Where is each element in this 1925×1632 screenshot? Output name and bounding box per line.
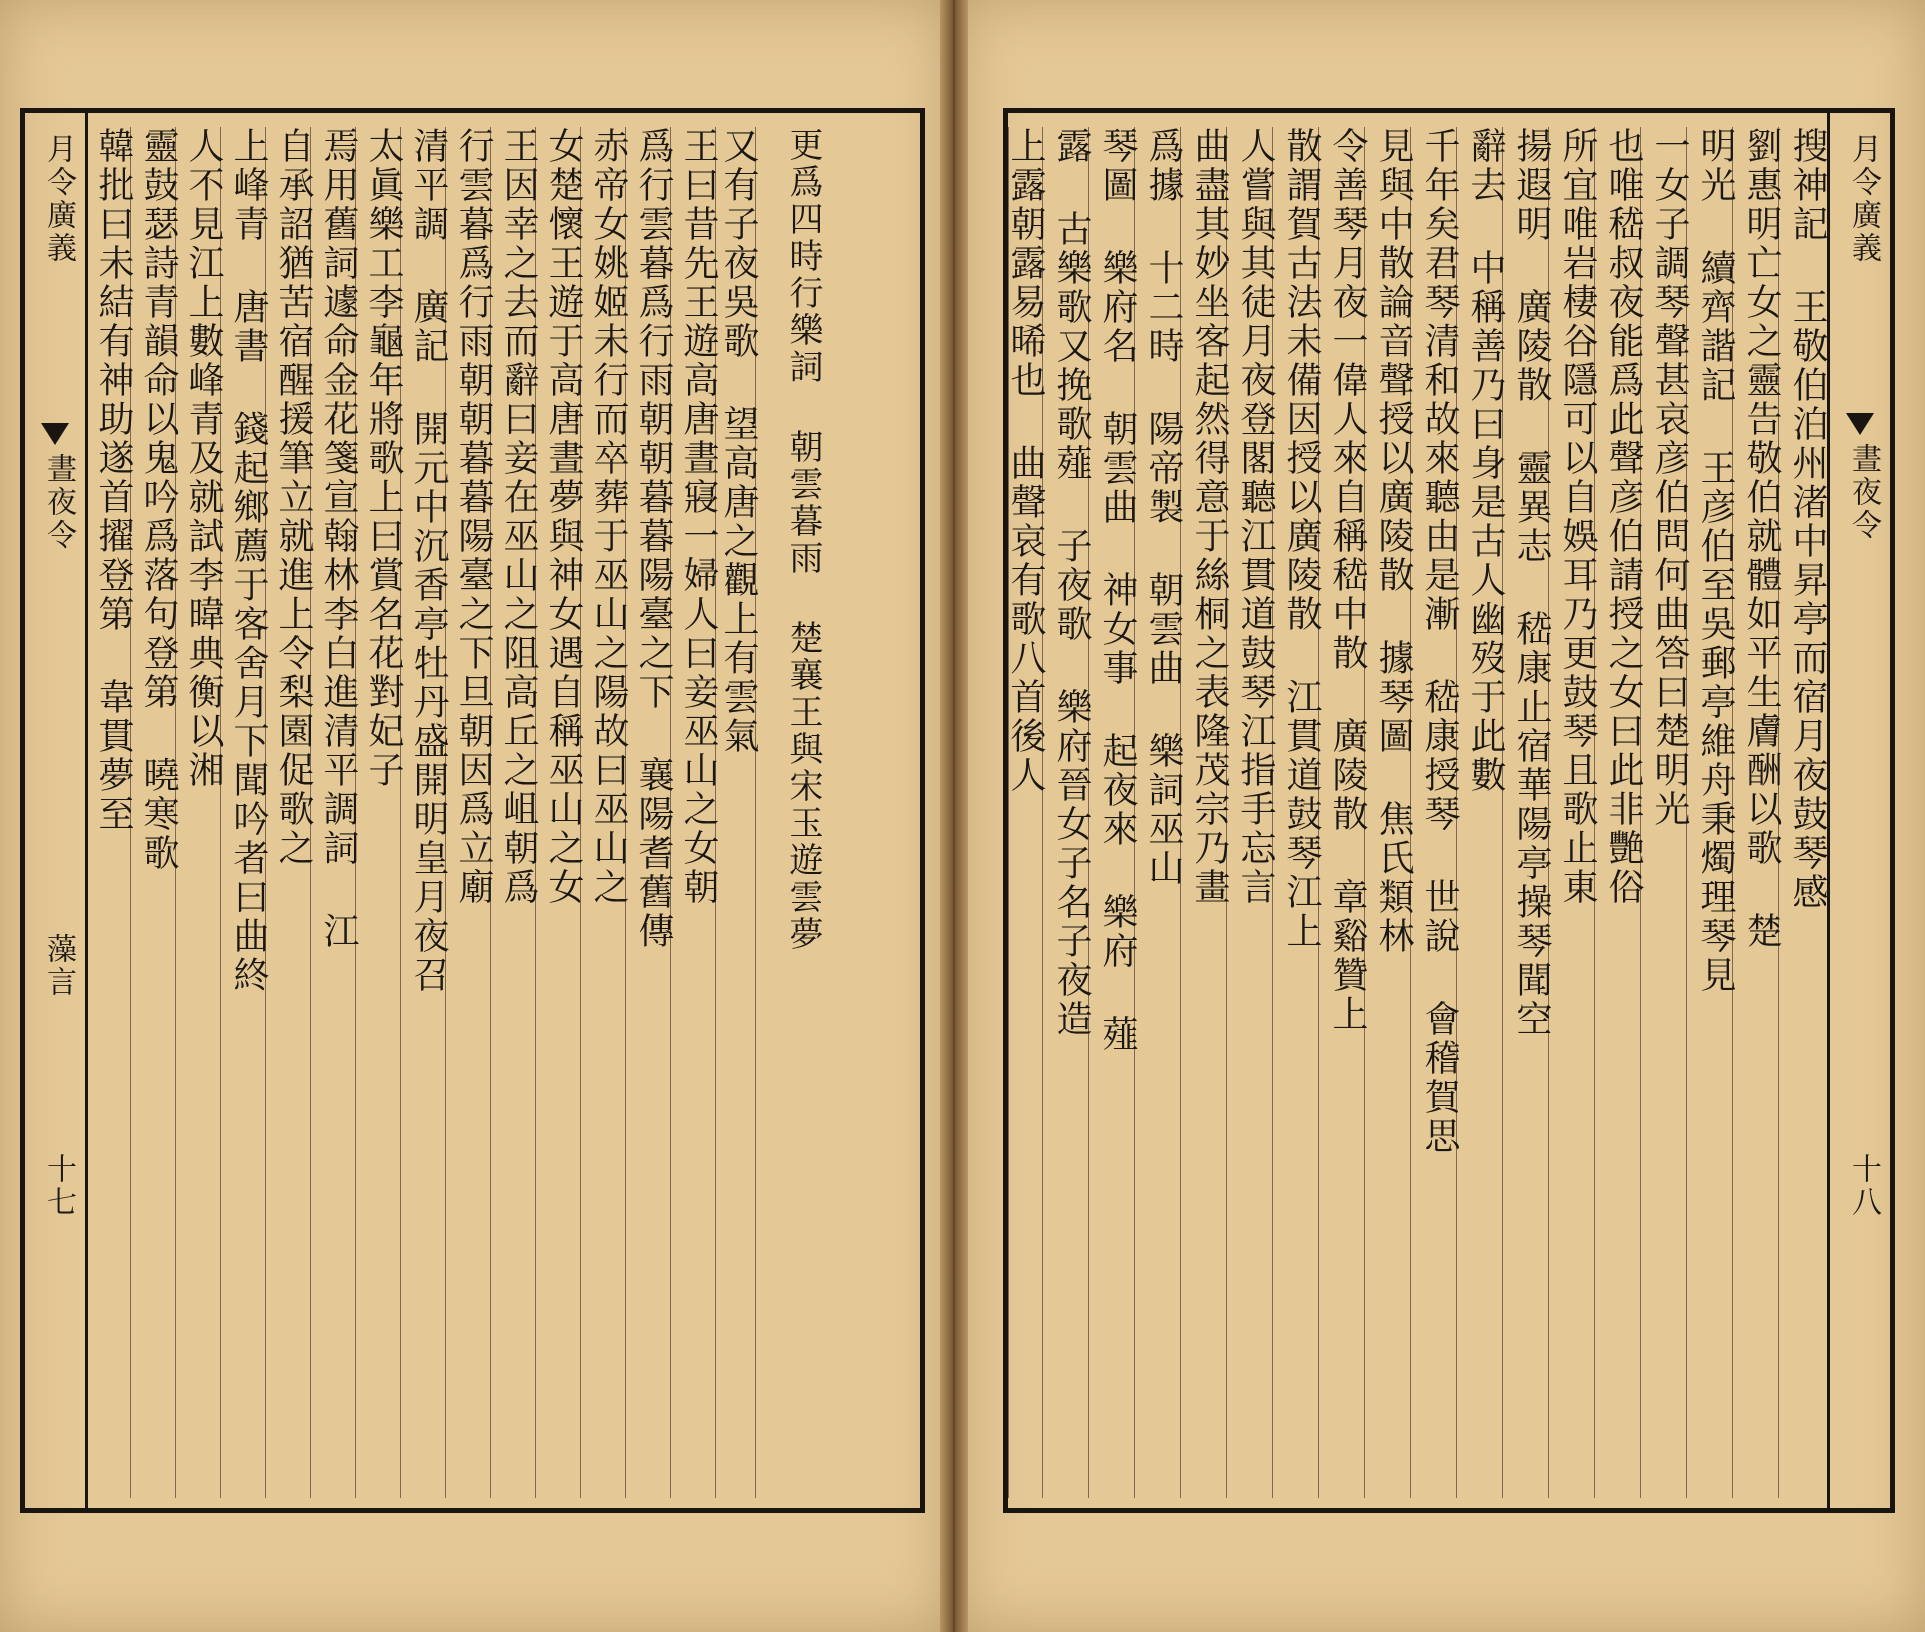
book-gutter	[940, 0, 968, 1632]
text-column: 上露朝露易晞也 曲聲哀有歌八首後人	[1008, 127, 1043, 1498]
text-column: 焉用舊詞遽命金花箋宣翰林李白進清平調詞 江	[310, 127, 356, 1498]
text-column: 人不見江上數峰青及就試李暐典衡以湘	[175, 127, 221, 1498]
text-column: 自承詔猶苦宿醒援筆立就進上令梨園促歌之	[265, 127, 311, 1498]
banxin-folio: 十七	[41, 1153, 76, 1219]
text-column: 曲盡其妙坐客起然得意于絲桐之表隆茂宗乃畫	[1180, 127, 1227, 1498]
fish-tail-mark-icon	[1846, 413, 1874, 435]
text-column: 千年矣君琴清和故來聽由是漸 嵇康授琴 世說 會稽賀思	[1410, 127, 1457, 1498]
text-column: 爲據 十二時 陽帝製 朝雲曲 樂詞巫山	[1134, 127, 1181, 1498]
text-column: 靈鼓瑟詩青韻命以鬼吟爲落句登第 曉寒歌	[130, 127, 176, 1498]
text-column: 又有子夜吳歌 望高唐之觀上有雲氣	[715, 127, 756, 1498]
text-column: 王因幸之去而辭曰妾在巫山之阻高丘之岨朝爲	[490, 127, 536, 1498]
text-column: 見與中散論音聲授以廣陵散 據琴圖 焦氏類林	[1364, 127, 1411, 1498]
text-column: 行雲暮爲行雨朝朝暮暮陽臺之下旦朝因爲立廟	[445, 127, 491, 1498]
text-column: 辭去 中稱善乃曰身是古人幽歿于此數	[1456, 127, 1503, 1498]
text-column: 散謂賀古法未備因授以廣陵散 江貫道鼓琴江上	[1272, 127, 1319, 1498]
text-column: 女楚懷王遊于高唐晝夢與神女遇自稱巫山之女	[535, 127, 581, 1498]
text-column: 也唯嵇叔夜能爲此聲彦伯請授之女曰此非艷俗	[1594, 127, 1641, 1498]
banxin-book-title: 月令廣義	[1846, 133, 1881, 265]
banxin-chapter: 晝夜令	[1846, 443, 1881, 542]
text-column: 爲行雲暮爲行雨朝朝暮暮陽臺之下 襄陽耆舊傳	[625, 127, 671, 1498]
banxin-book-title: 月令廣義	[41, 133, 76, 265]
text-column: 人嘗與其徒月夜登閣聽江貫道鼓琴江指手忘言	[1226, 127, 1273, 1498]
banxin-category: 藻言	[41, 933, 76, 999]
text-column: 韓批曰未結有神助遂首擢登第 韋貫夢至	[87, 127, 131, 1498]
left-text-frame	[20, 108, 925, 1513]
text-column: 揚遐明 廣陵散 靈異志 嵇康止宿華陽亭操琴聞空	[1502, 127, 1549, 1498]
text-column: 搜神記 王敬伯泊州渚中昇亭而宿月夜鼓琴感	[1778, 127, 1825, 1498]
right-text-frame	[1003, 108, 1895, 1513]
text-column: 更爲四時行樂詞 朝雲暮雨 楚襄王與宋玉遊雲夢	[755, 127, 820, 1498]
text-column: 一女子調琴聲甚哀彦伯問何曲答曰楚明光	[1640, 127, 1687, 1498]
text-column: 明光 續齊諧記 王彦伯至吳郵亭維舟秉燭理琴見	[1686, 127, 1733, 1498]
text-column: 太眞樂工李龜年將歌上曰賞名花對妃子	[355, 127, 401, 1498]
left-banxin	[25, 113, 88, 1508]
text-column: 王曰昔先王遊高唐晝寢一婦人曰妾巫山之女朝	[670, 127, 716, 1498]
text-column: 清平調 廣記 開元中沉香亭牡丹盛開明皇月夜召	[400, 127, 446, 1498]
text-column: 上峰青 唐書 錢起鄉薦于客舍月下聞吟者曰曲終	[220, 127, 266, 1498]
text-column: 赤帝女姚姬未行而卒葬于巫山之陽故曰巫山之	[580, 127, 626, 1498]
banxin-chapter: 晝夜令	[41, 453, 76, 552]
fish-tail-mark-icon	[41, 423, 69, 445]
banxin-folio: 十八	[1846, 1153, 1881, 1219]
text-column: 露 古樂歌又挽歌薤 子夜歌 樂府晉女子名子夜造	[1042, 127, 1089, 1498]
text-column: 所宜唯岩棲谷隱可以自娛耳乃更鼓琴且歌止東	[1548, 127, 1595, 1498]
text-column: 令善琴月夜一偉人來自稱嵇中散 廣陵散 章谿贊上	[1318, 127, 1365, 1498]
text-column: 琴圖 樂府名 朝雲曲 神女事 起夜來 樂府 薤	[1088, 127, 1135, 1498]
text-column: 劉惠明亡女之靈告敬伯就體如平生膚酬以歌 楚	[1732, 127, 1779, 1498]
right-banxin	[1827, 113, 1890, 1508]
